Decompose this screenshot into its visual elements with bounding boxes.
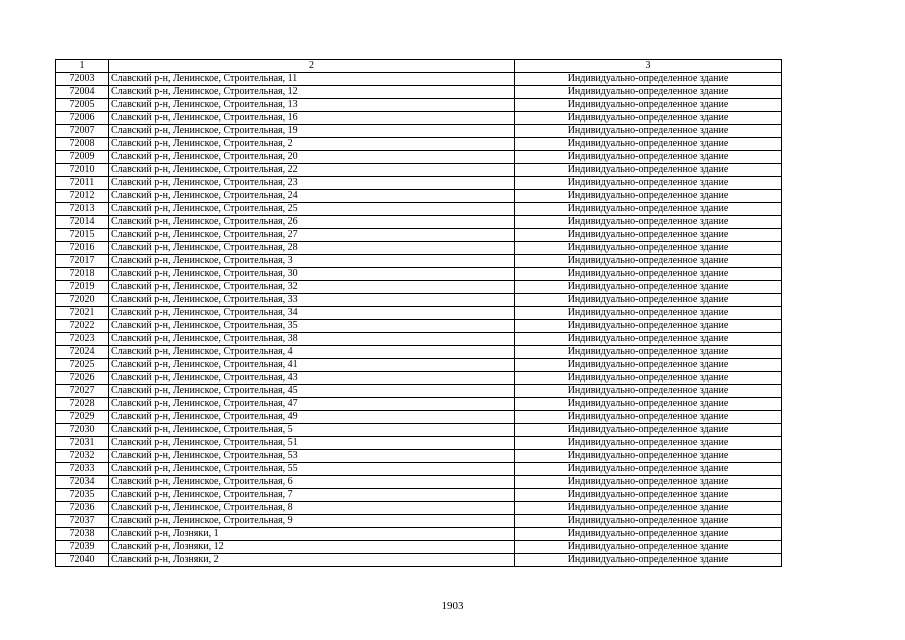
cell-address: Славский р-н, Ленинское, Строительная, 13 [109, 99, 515, 112]
cell-address: Славский р-н, Ленинское, Строительная, 49 [109, 411, 515, 424]
cell-registry-number: 72033 [56, 463, 109, 476]
table-row [56, 151, 782, 164]
cell-object-type: Индивидуально-определенное здание [515, 385, 782, 398]
cell-address: Славский р-н, Ленинское, Строительная, 25 [109, 203, 515, 216]
table-row [56, 177, 782, 190]
cell-object-type: Индивидуально-определенное здание [515, 268, 782, 281]
page-number: 1903 [441, 600, 464, 612]
table-row [56, 86, 782, 99]
cell-registry-number: 72029 [56, 411, 109, 424]
cell-address: Славский р-н, Ленинское, Строительная, 2 [109, 138, 515, 151]
table-row [56, 307, 782, 320]
cell-address: Славский р-н, Ленинское, Строительная, 27 [109, 229, 515, 242]
table-row [56, 437, 782, 450]
cell-registry-number: 72034 [56, 476, 109, 489]
cell-object-type: Индивидуально-определенное здание [515, 515, 782, 528]
cell-object-type: Индивидуально-определенное здание [515, 554, 782, 567]
cell-address: Славский р-н, Ленинское, Строительная, 43 [109, 372, 515, 385]
cell-object-type: Индивидуально-определенное здание [515, 489, 782, 502]
cell-address: Славский р-н, Ленинское, Строительная, 16 [109, 112, 515, 125]
cell-object-type: Индивидуально-определенное здание [515, 541, 782, 554]
cell-registry-number: 72028 [56, 398, 109, 411]
table-row [56, 541, 782, 554]
cell-address: Славский р-н, Ленинское, Строительная, 8 [109, 502, 515, 515]
cell-address: Славский р-н, Ленинское, Строительная, 34 [109, 307, 515, 320]
cell-object-type: Индивидуально-определенное здание [515, 528, 782, 541]
cell-object-type: Индивидуально-определенное здание [515, 346, 782, 359]
table-row [56, 515, 782, 528]
cell-address: Славский р-н, Ленинское, Строительная, 4 [109, 346, 515, 359]
cell-registry-number: 72025 [56, 359, 109, 372]
cell-registry-number: 72038 [56, 528, 109, 541]
cell-address: Славский р-н, Ленинское, Строительная, 12 [109, 86, 515, 99]
column-header-type: 3 [515, 60, 782, 73]
cell-object-type: Индивидуально-определенное здание [515, 86, 782, 99]
header-row [56, 60, 782, 73]
cell-address: Славский р-н, Ленинское, Строительная, 7 [109, 489, 515, 502]
table-row [56, 359, 782, 372]
cell-registry-number: 72005 [56, 99, 109, 112]
cell-registry-number: 72036 [56, 502, 109, 515]
cell-registry-number: 72007 [56, 125, 109, 138]
cell-registry-number: 72015 [56, 229, 109, 242]
cell-object-type: Индивидуально-определенное здание [515, 125, 782, 138]
cell-registry-number: 72003 [56, 73, 109, 86]
cell-address: Славский р-н, Лозняки, 12 [109, 541, 515, 554]
cell-registry-number: 72009 [56, 151, 109, 164]
table-row [56, 372, 782, 385]
cell-object-type: Индивидуально-определенное здание [515, 73, 782, 86]
cell-object-type: Индивидуально-определенное здание [515, 398, 782, 411]
cell-registry-number: 72035 [56, 489, 109, 502]
cell-registry-number: 72023 [56, 333, 109, 346]
cell-object-type: Индивидуально-определенное здание [515, 476, 782, 489]
table-row [56, 320, 782, 333]
cell-object-type: Индивидуально-определенное здание [515, 203, 782, 216]
cell-object-type: Индивидуально-определенное здание [515, 320, 782, 333]
cell-object-type: Индивидуально-определенное здание [515, 463, 782, 476]
property-registry-table [55, 59, 782, 567]
cell-object-type: Индивидуально-определенное здание [515, 359, 782, 372]
cell-registry-number: 72037 [56, 515, 109, 528]
cell-registry-number: 72004 [56, 86, 109, 99]
cell-registry-number: 72016 [56, 242, 109, 255]
cell-address: Славский р-н, Ленинское, Строительная, 23 [109, 177, 515, 190]
cell-address: Славский р-н, Ленинское, Строительная, 6 [109, 476, 515, 489]
cell-address: Славский р-н, Ленинское, Строительная, 53 [109, 450, 515, 463]
cell-address: Славский р-н, Ленинское, Строительная, 19 [109, 125, 515, 138]
cell-registry-number: 72013 [56, 203, 109, 216]
cell-object-type: Индивидуально-определенное здание [515, 281, 782, 294]
cell-address: Славский р-н, Ленинское, Строительная, 22 [109, 164, 515, 177]
cell-address: Славский р-н, Ленинское, Строительная, 5 [109, 424, 515, 437]
cell-object-type: Индивидуально-определенное здание [515, 242, 782, 255]
cell-object-type: Индивидуально-определенное здание [515, 99, 782, 112]
cell-registry-number: 72008 [56, 138, 109, 151]
cell-address: Славский р-н, Ленинское, Строительная, 9 [109, 515, 515, 528]
cell-registry-number: 72012 [56, 190, 109, 203]
cell-address: Славский р-н, Ленинское, Строительная, 55 [109, 463, 515, 476]
table-row [56, 424, 782, 437]
table-row [56, 398, 782, 411]
table-row [56, 294, 782, 307]
cell-registry-number: 72011 [56, 177, 109, 190]
cell-registry-number: 72020 [56, 294, 109, 307]
cell-address: Славский р-н, Ленинское, Строительная, 30 [109, 268, 515, 281]
table-row [56, 242, 782, 255]
cell-address: Славский р-н, Ленинское, Строительная, 28 [109, 242, 515, 255]
cell-address: Славский р-н, Ленинское, Строительная, 38 [109, 333, 515, 346]
table-row [56, 138, 782, 151]
table-row [56, 450, 782, 463]
cell-registry-number: 72040 [56, 554, 109, 567]
table-row [56, 229, 782, 242]
table-row [56, 203, 782, 216]
table-row [56, 463, 782, 476]
cell-registry-number: 72026 [56, 372, 109, 385]
table-row [56, 528, 782, 541]
cell-object-type: Индивидуально-определенное здание [515, 164, 782, 177]
table-row [56, 476, 782, 489]
cell-object-type: Индивидуально-определенное здание [515, 307, 782, 320]
table-body [56, 73, 782, 567]
table-row [56, 99, 782, 112]
table-row [56, 190, 782, 203]
table-row [56, 255, 782, 268]
cell-registry-number: 72019 [56, 281, 109, 294]
cell-registry-number: 72021 [56, 307, 109, 320]
cell-address: Славский р-н, Ленинское, Строительная, 45 [109, 385, 515, 398]
cell-address: Славский р-н, Ленинское, Строительная, 24 [109, 190, 515, 203]
cell-object-type: Индивидуально-определенное здание [515, 450, 782, 463]
cell-registry-number: 72014 [56, 216, 109, 229]
column-header-number: 1 [56, 60, 109, 73]
cell-object-type: Индивидуально-определенное здание [515, 424, 782, 437]
cell-registry-number: 72027 [56, 385, 109, 398]
table-row [56, 268, 782, 281]
cell-registry-number: 72010 [56, 164, 109, 177]
cell-object-type: Индивидуально-определенное здание [515, 372, 782, 385]
table-row [56, 333, 782, 346]
table-row [56, 346, 782, 359]
table-row [56, 164, 782, 177]
table-row [56, 112, 782, 125]
table-row [56, 73, 782, 86]
cell-address: Славский р-н, Лозняки, 1 [109, 528, 515, 541]
cell-registry-number: 72006 [56, 112, 109, 125]
cell-object-type: Индивидуально-определенное здание [515, 294, 782, 307]
column-header-address: 2 [109, 60, 515, 73]
cell-registry-number: 72018 [56, 268, 109, 281]
table-row [56, 385, 782, 398]
table-row [56, 281, 782, 294]
cell-object-type: Индивидуально-определенное здание [515, 112, 782, 125]
cell-registry-number: 72024 [56, 346, 109, 359]
cell-address: Славский р-н, Ленинское, Строительная, 20 [109, 151, 515, 164]
cell-object-type: Индивидуально-определенное здание [515, 151, 782, 164]
cell-object-type: Индивидуально-определенное здание [515, 177, 782, 190]
table-row [56, 489, 782, 502]
table-row [56, 411, 782, 424]
table-row [56, 554, 782, 567]
table-row [56, 216, 782, 229]
cell-object-type: Индивидуально-определенное здание [515, 502, 782, 515]
cell-address: Славский р-н, Ленинское, Строительная, 33 [109, 294, 515, 307]
cell-address: Славский р-н, Лозняки, 2 [109, 554, 515, 567]
table-row [56, 125, 782, 138]
table-row [56, 502, 782, 515]
cell-address: Славский р-н, Ленинское, Строительная, 51 [109, 437, 515, 450]
cell-object-type: Индивидуально-определенное здание [515, 411, 782, 424]
cell-address: Славский р-н, Ленинское, Строительная, 47 [109, 398, 515, 411]
cell-address: Славский р-н, Ленинское, Строительная, 26 [109, 216, 515, 229]
cell-object-type: Индивидуально-определенное здание [515, 229, 782, 242]
table-header [56, 60, 782, 73]
cell-address: Славский р-н, Ленинское, Строительная, 32 [109, 281, 515, 294]
cell-registry-number: 72031 [56, 437, 109, 450]
cell-address: Славский р-н, Ленинское, Строительная, 3 [109, 255, 515, 268]
cell-object-type: Индивидуально-определенное здание [515, 138, 782, 151]
cell-registry-number: 72039 [56, 541, 109, 554]
cell-address: Славский р-н, Ленинское, Строительная, 41 [109, 359, 515, 372]
cell-registry-number: 72032 [56, 450, 109, 463]
cell-address: Славский р-н, Ленинское, Строительная, 35 [109, 320, 515, 333]
cell-object-type: Индивидуально-определенное здание [515, 255, 782, 268]
cell-address: Славский р-н, Ленинское, Строительная, 11 [109, 73, 515, 86]
cell-object-type: Индивидуально-определенное здание [515, 333, 782, 346]
cell-object-type: Индивидуально-определенное здание [515, 437, 782, 450]
cell-registry-number: 72017 [56, 255, 109, 268]
cell-registry-number: 72022 [56, 320, 109, 333]
cell-object-type: Индивидуально-определенное здание [515, 190, 782, 203]
cell-registry-number: 72030 [56, 424, 109, 437]
cell-object-type: Индивидуально-определенное здание [515, 216, 782, 229]
